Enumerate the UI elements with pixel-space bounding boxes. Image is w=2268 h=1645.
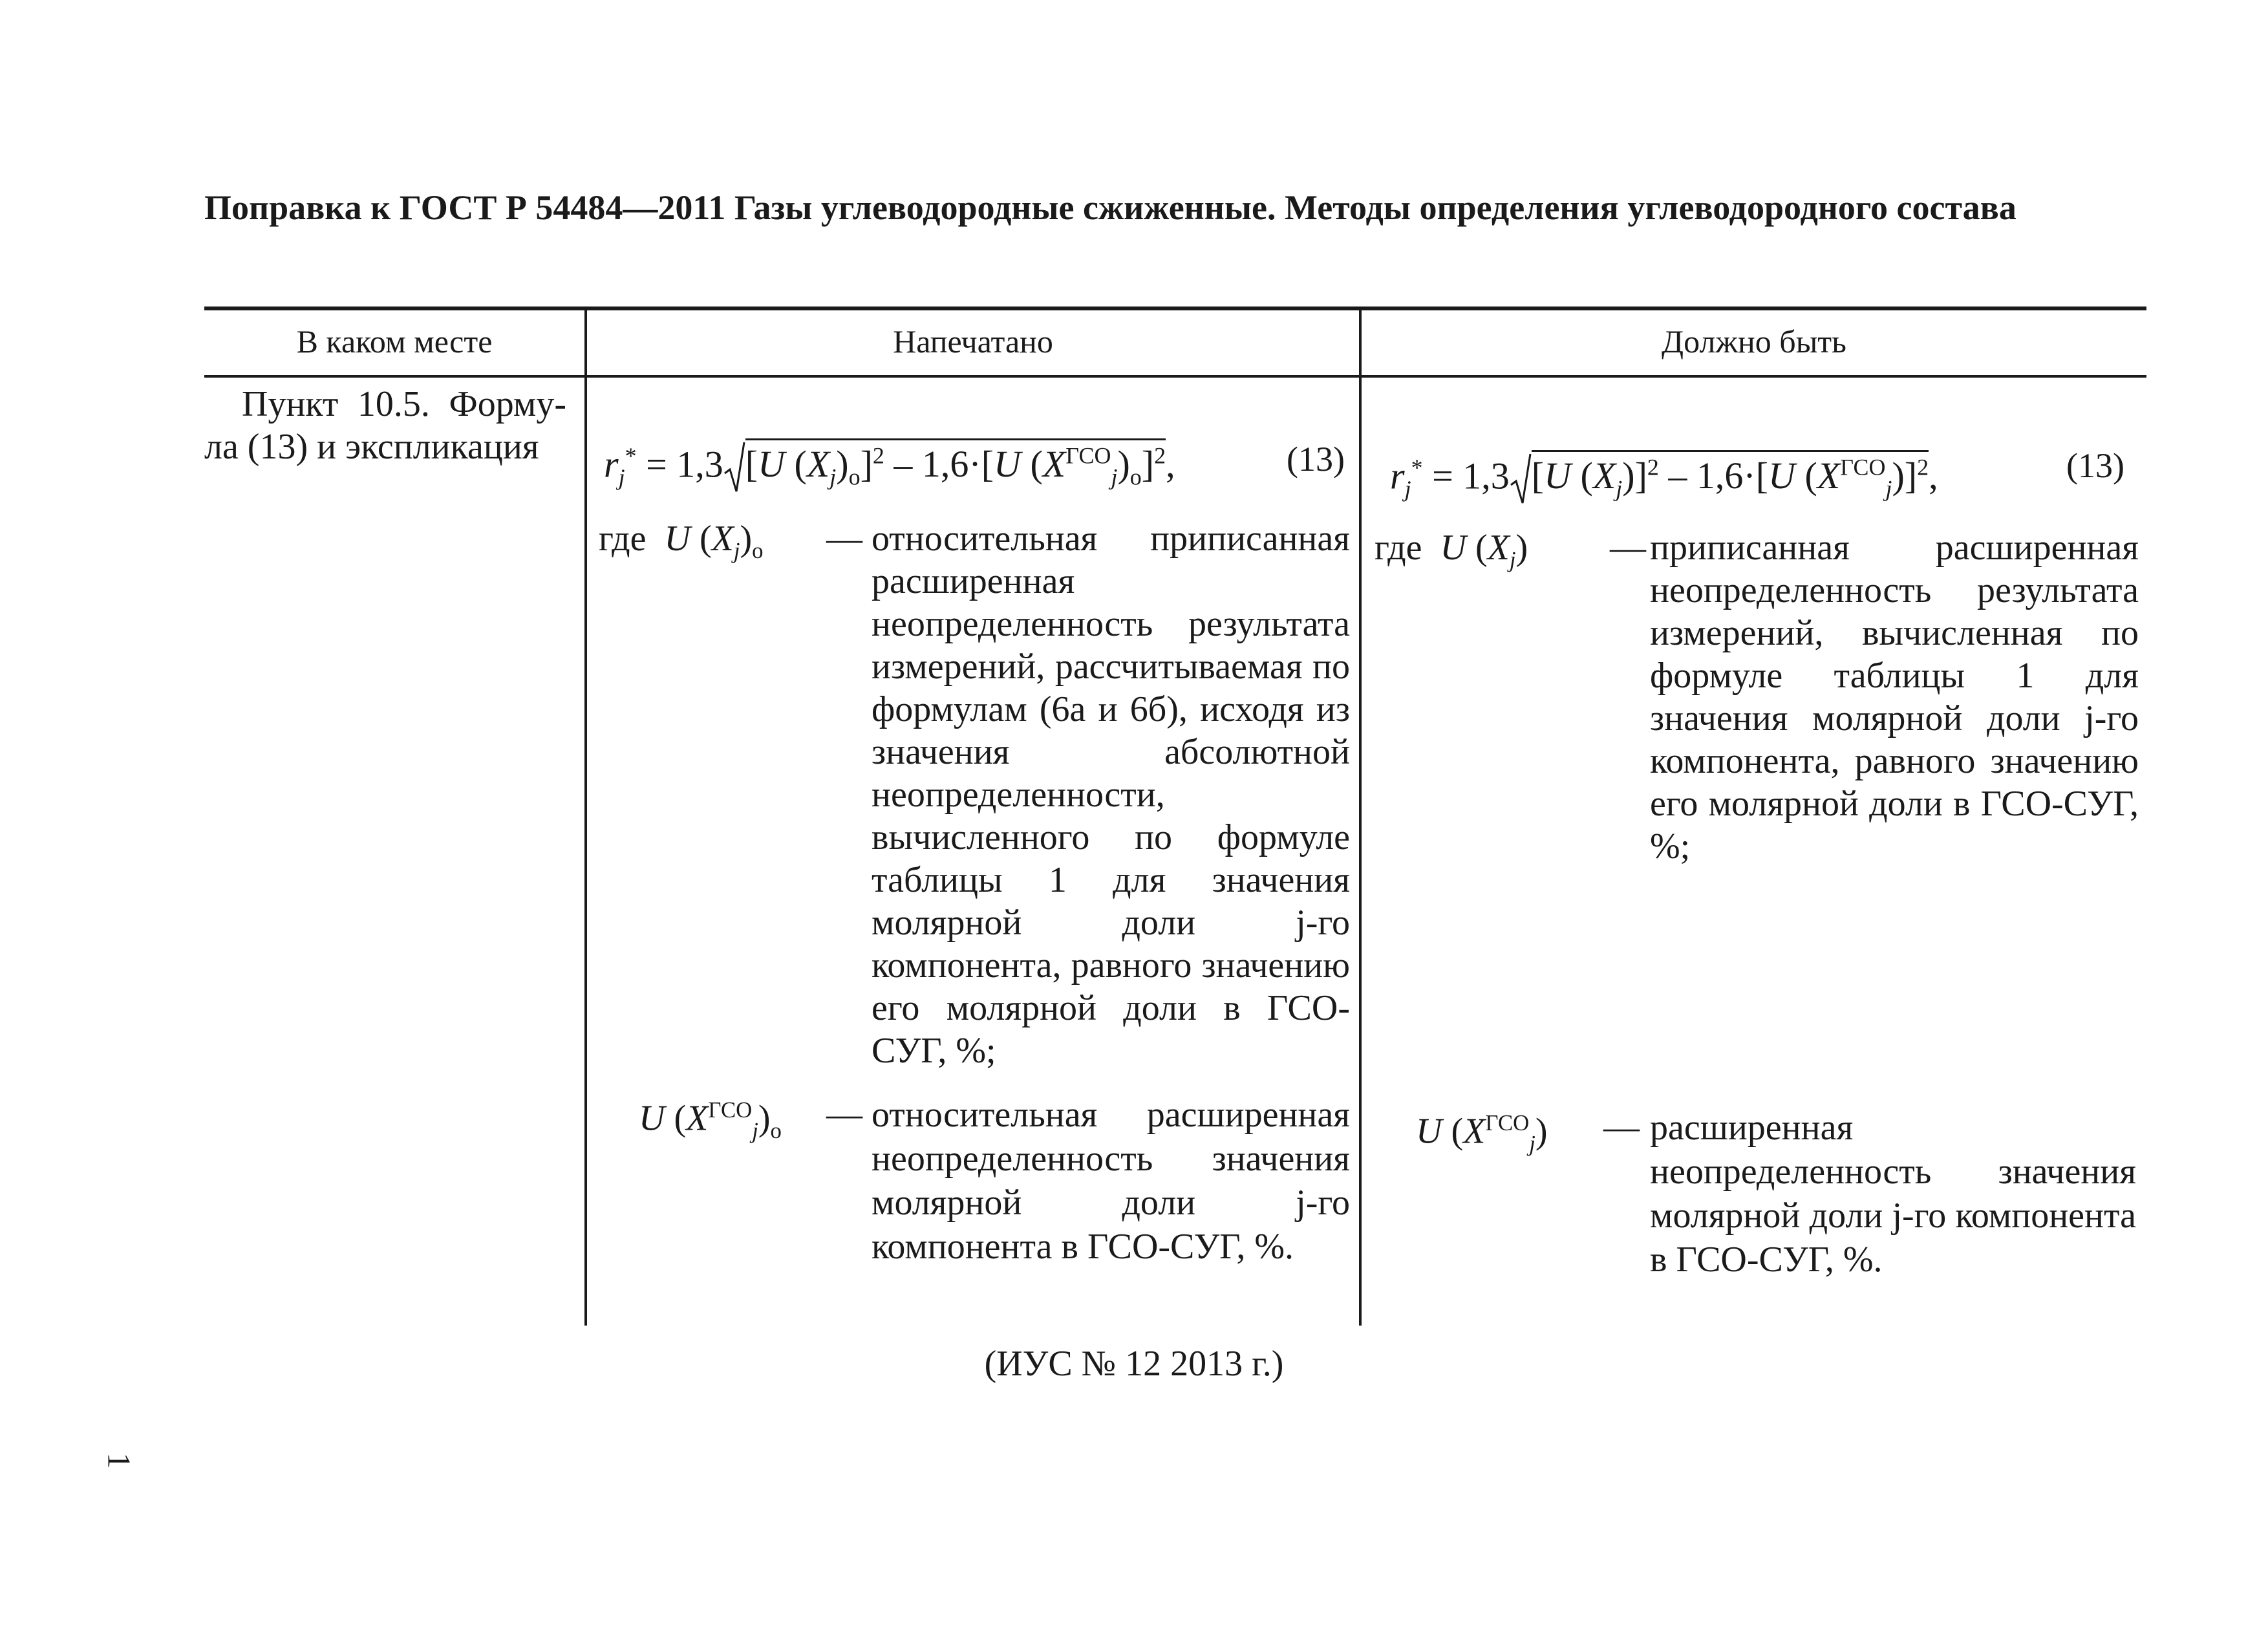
location-cell: Пункт 10.5. Формула (13) и экспликация <box>204 384 566 467</box>
printed-dash-1: — <box>826 519 862 559</box>
corrected-formula-number: (13) <box>2066 446 2124 485</box>
corrected-dash-2: — <box>1603 1107 1640 1147</box>
header-location: В каком месте <box>296 323 493 360</box>
table-top-rule <box>204 306 2146 310</box>
corrected-symbol-2: U $(X^{ГСО}_j)$ <box>1416 1110 1548 1156</box>
header-corrected: Должно быть <box>1662 323 1846 360</box>
printed-explication-1: относительная приписанная расширенная неопределенность результата измерений, рассчитываемая по формулам (6а и 6б), исходя из значения абсолютной неопределенности, вычисленного по формуле таблицы 1 для значения молярной доли j-го компонента, равного значению его молярной доли в ГСО-СУГ, %; <box>872 519 1350 1071</box>
source-note: (ИУС № 12 2013 г.) <box>984 1344 1284 1384</box>
column-divider-2 <box>1359 309 1362 1326</box>
printed-explication-2: относительная расширенная неопределенность значения молярной доли j-го компонента в ГСО-СУГ, %. <box>872 1095 1350 1267</box>
printed-formula-number: (13) <box>1287 440 1345 478</box>
printed-symbol-2: U $(X^{ГСО}_j)_о$ <box>639 1097 782 1143</box>
column-divider-1 <box>584 309 587 1326</box>
printed-dash-2: — <box>826 1094 862 1134</box>
header-printed: Напечатано <box>893 323 1053 360</box>
printed-symbol-1: где U $(X_j)_о$ <box>599 519 764 564</box>
corrected-formula: $r_j^* = 1,3$ [U $(X_j)]^2 - 1,6\cdot[U$ $(X^{ГСО}_j)]^2$, <box>1390 445 1938 511</box>
corrected-explication-1: приписанная расширенная неопределенность результата измерений, вычисленная по формуле таблицы 1 для значения молярной доли j-го компонента, равного значению его молярной доли в ГСО-СУГ, %; <box>1650 528 2139 866</box>
table-header-rule <box>204 375 2146 378</box>
document-title: Поправка к ГОСТ Р 54484—2011 Газы углеводородные сжиженные. Методы определения углеводородного состава <box>204 188 2017 227</box>
corrected-dash-1: — <box>1610 528 1646 568</box>
corrected-symbol-1: где U $(X_j)$ <box>1375 528 1528 573</box>
printed-formula: $r_j^* = 1,3$ [U $(X_j)_о]^2 - 1,6\cdot[U$ $(X^{ГСО}_j)_о]^2$, <box>604 433 1175 500</box>
corrected-explication-2: расширенная неопределенность значения молярной доли j-го компонента в ГСО-СУГ, %. <box>1650 1108 2136 1280</box>
page-number: 1 <box>101 1452 138 1469</box>
